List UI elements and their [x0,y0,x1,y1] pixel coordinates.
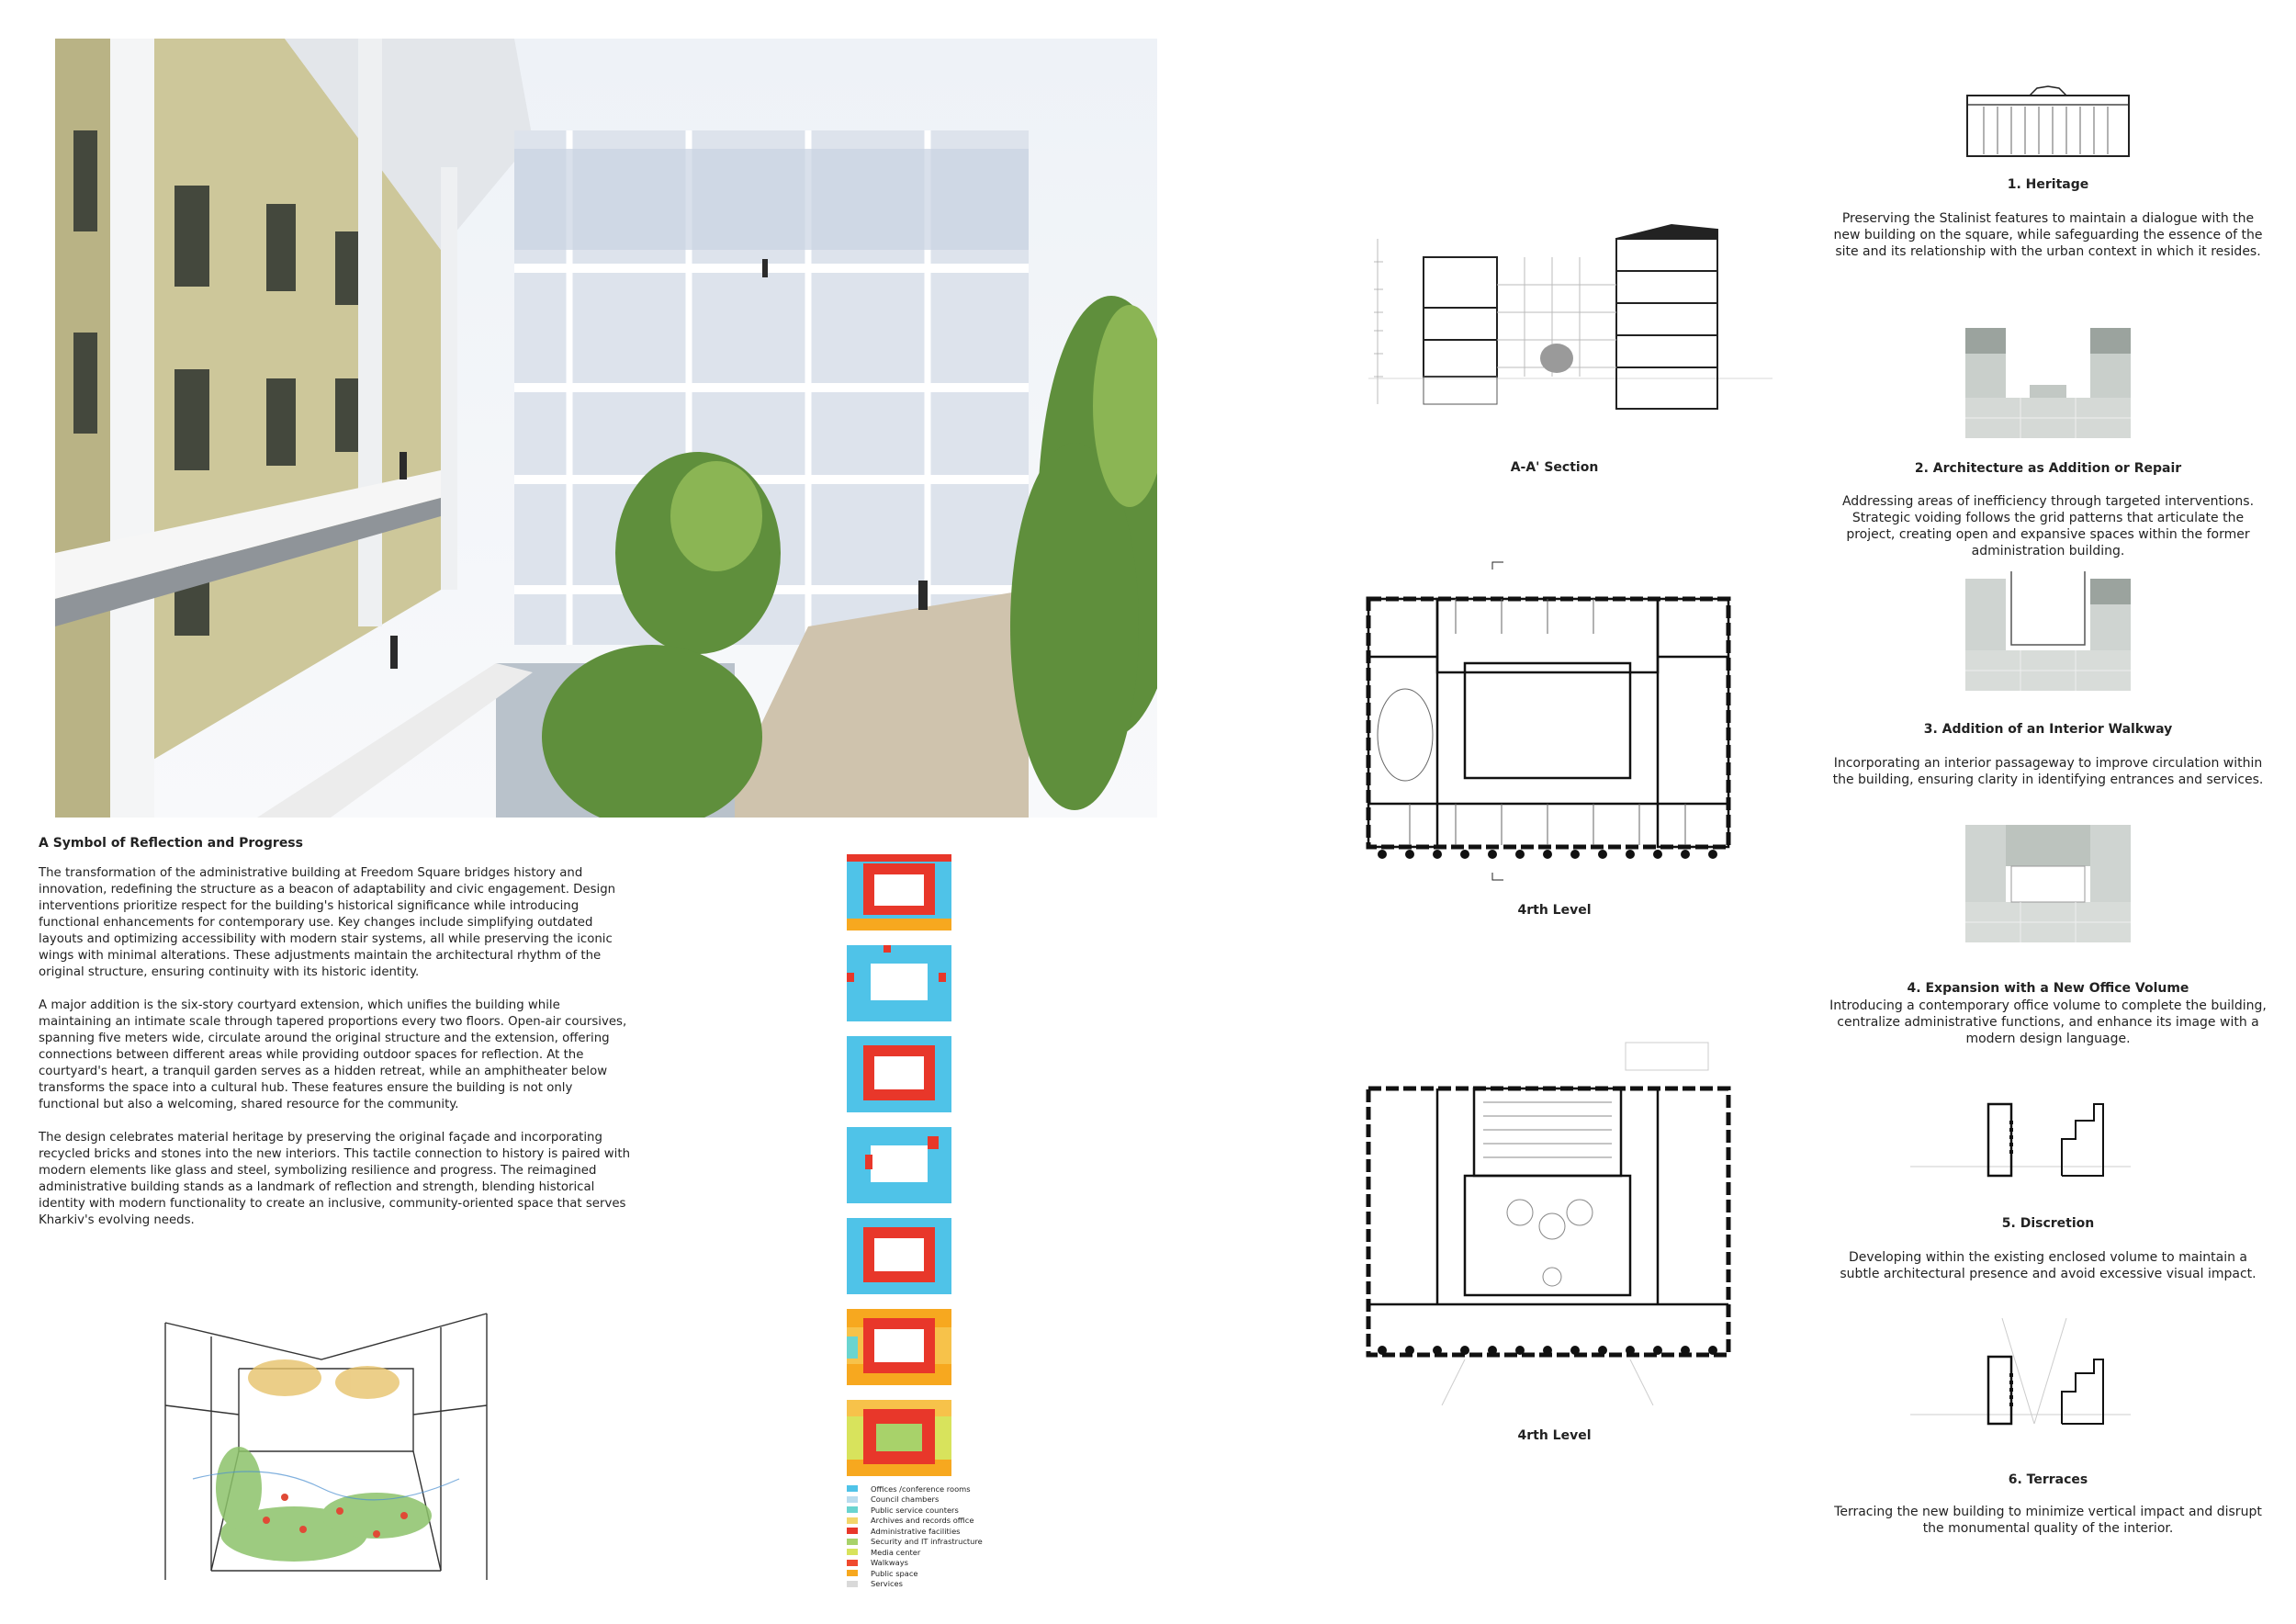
addition-repair-diagram [1965,328,2131,438]
legend-swatch [847,1485,858,1492]
legend-label: Council chambers [871,1494,940,1505]
program-diagram [847,854,951,930]
legend-swatch [847,1496,858,1503]
legend-label: Administrative facilities [871,1526,961,1536]
legend-swatch [847,1506,858,1513]
legend-item [847,1537,983,1548]
program-diagram [847,945,951,1021]
essay [39,836,636,1246]
legend-swatch [847,1517,858,1524]
strategy-text-1: Preserving the Stalinist features to maintain a dialogue with the new building on the square, while safeguarding the essence of the site and its relationship with the urban context in which it resides. [1833,211,2263,259]
program-legend [847,1483,983,1589]
floor-plan-4th-level [1355,560,1740,882]
essay-paragraph: A major addition is the six-story courtyard extension, which unifies the building while maintaining an intimate scale through tapered proportions every two floors. Open-air coursives, spanning five meters wide, circulate around the original structure and the extension, offering connections between different areas while providing outdoor spaces for reflection. At the courtyard's heart, a tranquil garden serves as a hidden retreat, while an amphitheater below transforms the space into a cultural hub. These features ensure the building is not only functional but also a welcoming, shared resource for the community. [39,998,627,1111]
office-volume-diagram [1965,825,2131,942]
terraces-diagram [1910,1309,2131,1428]
program-diagram [847,1400,951,1476]
legend-swatch [847,1539,858,1545]
legend-item [847,1547,983,1558]
legend-item [847,1494,983,1506]
plan-caption-1: 4rth Level [1517,903,1592,918]
legend-label: Offices /conference rooms [871,1483,971,1494]
program-diagram [847,1127,951,1203]
discretion-diagram [1910,1102,2131,1185]
essay-paragraph: The design celebrates material heritage by preserving the original façade and incorporating recycled bricks and stones into the new interiors. This tactile connection to history is paired with modern elements like glass and steel, symbolizing resilience and progress. The reimagined administrative building stands as a landmark of reflection and strength, blending historical identity with modern functionality to create an inclusive, community-oriented space that serves Kharkiv's evolving needs. [39,1131,631,1227]
interior-walkway-diagram [1965,571,2131,691]
section-caption: A-A' Section [1510,460,1599,475]
legend-item [847,1516,983,1527]
legend-label: Security and IT infrastructure [871,1537,983,1547]
courtyard-render [55,39,1157,818]
program-diagram [847,1218,951,1294]
legend-item [847,1558,983,1569]
strategy-title-6: 6. Terraces [2008,1472,2088,1487]
strategy-text-5: Developing within the existing enclosed volume to maintain a subtle architectural presence and avoid excessive visual impact. [1840,1250,2257,1281]
strategy-text-4: Introducing a contemporary office volume to complete the building, centralize administrative functions, and enhance its image with a modern design language. [1829,998,2267,1046]
strategy-title-1: 1. Heritage [2007,177,2089,192]
legend-swatch [847,1560,858,1566]
legend-swatch [847,1570,858,1576]
strategy-text-6: Terracing the new building to minimize vertical impact and disrupt the monumental quality of the interior. [1834,1505,2262,1536]
legend-item [847,1526,983,1537]
courtyard-sketch [156,1304,496,1585]
legend-label: Services [871,1579,903,1589]
essay-paragraph: The transformation of the administrative building at Freedom Square bridges history and innovation, redefining the structure as a beacon of adaptability and civic engagement. Design interventions prioritize respect for the building's historical significance while introducing functional enhancements for contemporary use. Key changes include simplifying outdated layouts and optimizing accessibility with modern stair systems, all while preserving the iconic wings with minimal alterations. These adjustments maintain the architectural rhythm of the original structure, ensuring continuity with its historic identity. [39,866,616,979]
legend-swatch [847,1549,858,1555]
legend-label: Media center [871,1547,921,1557]
essay-title: A Symbol of Reflection and Progress [39,836,303,851]
legend-swatch [847,1581,858,1587]
strategy-text-3: Incorporating an interior passageway to improve circulation within the building, ensuring clarity in identifying entrances and services. [1832,756,2264,787]
plan-caption-2: 4rth Level [1517,1428,1592,1443]
legend-item [847,1505,983,1516]
strategy-title-4: 4. Expansion with a New Office Volume [1907,981,2189,996]
strategy-title-3: 3. Addition of an Interior Walkway [1923,722,2173,737]
legend-item [847,1579,983,1590]
program-diagram-stack [847,854,955,1491]
program-diagram [847,1309,951,1385]
legend-item [847,1568,983,1579]
strategy-title-2: 2. Architecture as Addition or Repair [1914,461,2182,476]
heritage-diagram [1965,83,2131,158]
strategy-title-5: 5. Discretion [2001,1216,2095,1231]
floor-plan-4th-level-alt [1355,1038,1740,1405]
legend-label: Public service counters [871,1505,959,1515]
legend-item [847,1483,983,1494]
section-drawing [1368,220,1773,432]
legend-label: Public space [871,1568,918,1578]
program-diagram [847,1036,951,1112]
legend-label: Archives and records office [871,1516,974,1526]
legend-label: Walkways [871,1558,908,1568]
legend-swatch [847,1528,858,1534]
strategy-text-2: Addressing areas of inefficiency through targeted interventions. Strategic voiding follows the grid patterns that articulate the project, creating open and expansive spaces within the former administration building. [1841,494,2255,558]
